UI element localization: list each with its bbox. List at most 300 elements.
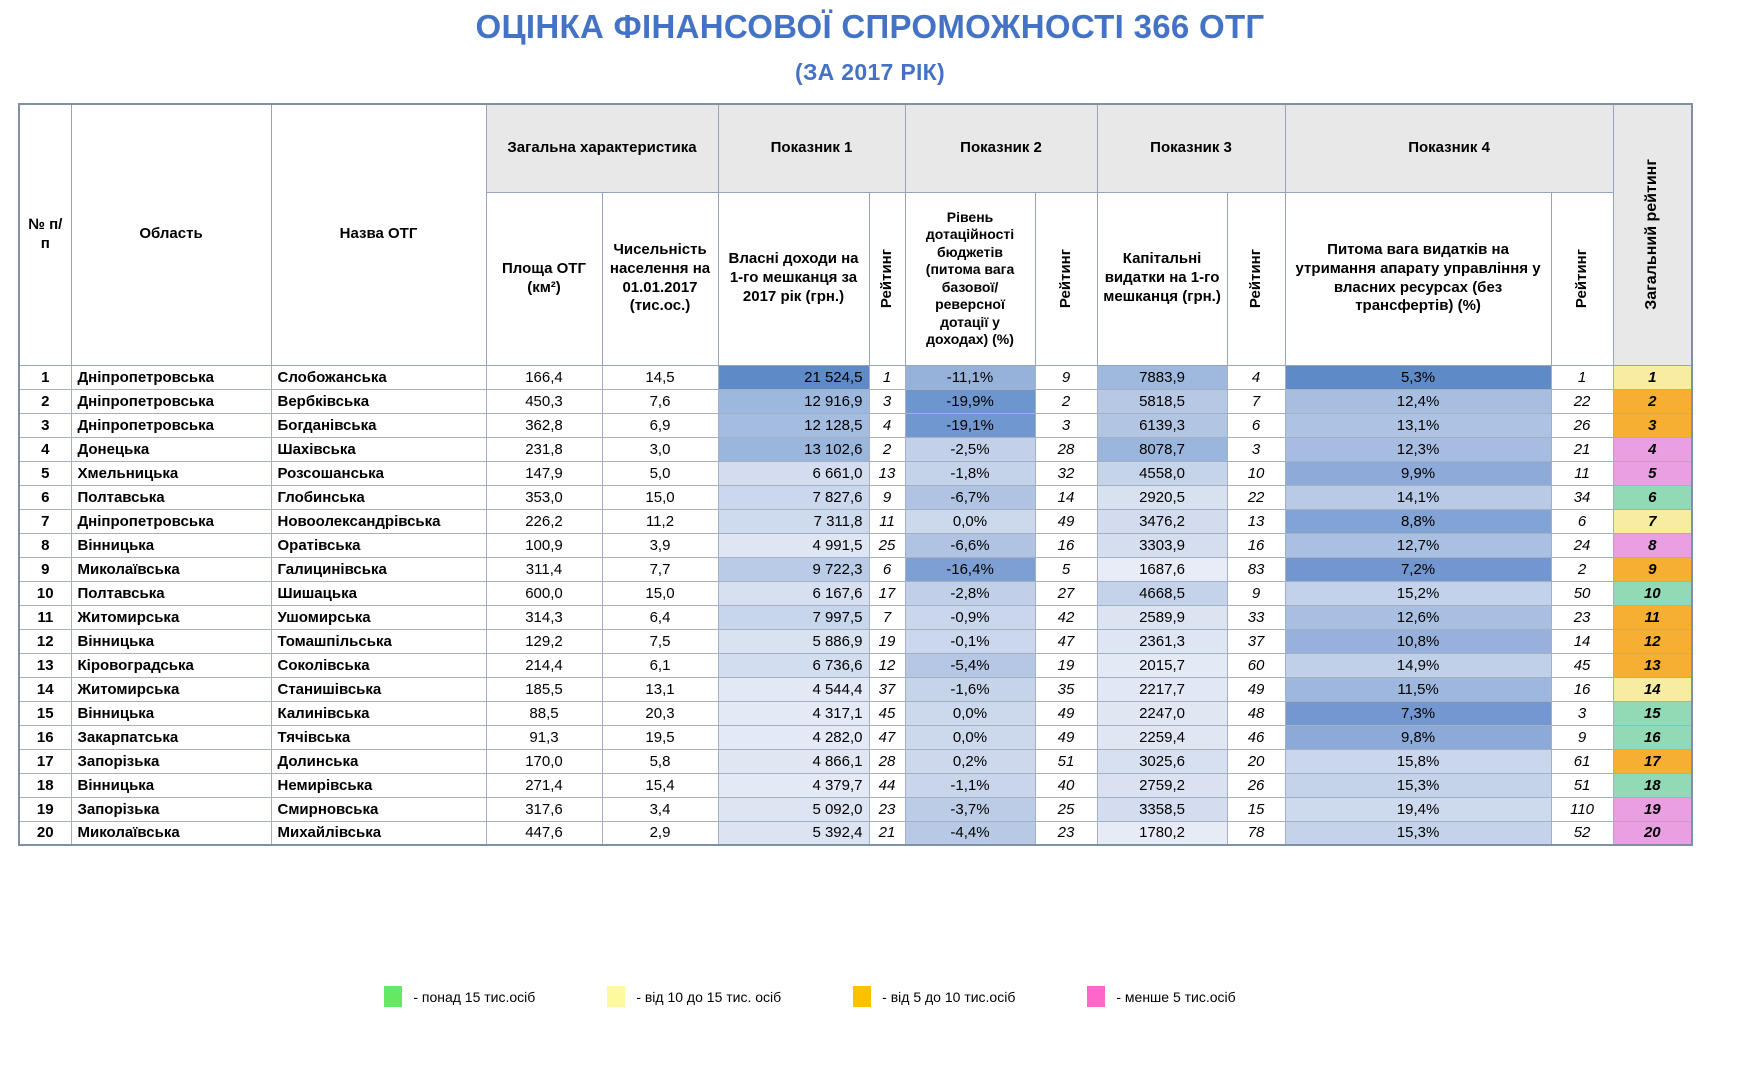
cell-rating-3: 16 — [1227, 533, 1285, 557]
cell-dotation: -0,9% — [905, 605, 1035, 629]
cell-dotation: 0,0% — [905, 725, 1035, 749]
cell-otg-name: Ушомирська — [271, 605, 486, 629]
cell-otg-name: Станишівська — [271, 677, 486, 701]
table-row — [19, 653, 1692, 677]
legend-item — [384, 986, 535, 1007]
cell-area: 447,6 — [486, 821, 602, 845]
cell-population: 6,9 — [602, 413, 718, 437]
cell-rating-3: 37 — [1227, 629, 1285, 653]
group-header-row — [19, 104, 1692, 192]
cell-otg-name: Глобинська — [271, 485, 486, 509]
table-row — [19, 365, 1692, 389]
cell-area: 271,4 — [486, 773, 602, 797]
legend-color-swatch — [384, 986, 402, 1007]
cell-num: 12 — [19, 629, 71, 653]
cell-population: 14,5 — [602, 365, 718, 389]
cell-rating-2: 47 — [1035, 629, 1097, 653]
cell-area: 353,0 — [486, 485, 602, 509]
cell-rating-3: 3 — [1227, 437, 1285, 461]
table-row — [19, 773, 1692, 797]
cell-rating-2: 2 — [1035, 389, 1097, 413]
cell-rating-2: 51 — [1035, 749, 1097, 773]
cell-dotation: -16,4% — [905, 557, 1035, 581]
cell-area: 600,0 — [486, 581, 602, 605]
cell-otg-name: Галицинівська — [271, 557, 486, 581]
cell-rating-1: 17 — [869, 581, 905, 605]
cell-oblast: Полтавська — [71, 485, 271, 509]
cell-rating-2: 3 — [1035, 413, 1097, 437]
cell-dotation: -2,8% — [905, 581, 1035, 605]
cell-dotation: -1,1% — [905, 773, 1035, 797]
cell-oblast: Вінницька — [71, 533, 271, 557]
cell-rating-4: 21 — [1551, 437, 1613, 461]
cell-population: 5,0 — [602, 461, 718, 485]
cell-oblast: Закарпатська — [71, 725, 271, 749]
cell-own-income: 5 092,0 — [718, 797, 869, 821]
cell-rating-3: 15 — [1227, 797, 1285, 821]
cell-rating-1: 7 — [869, 605, 905, 629]
cell-total-rank: 16 — [1613, 725, 1692, 749]
cell-own-income: 6 167,6 — [718, 581, 869, 605]
group-header-indicator-2: Показник 2 — [905, 104, 1097, 192]
cell-rating-3: 60 — [1227, 653, 1285, 677]
cell-population: 15,0 — [602, 581, 718, 605]
cell-rating-2: 16 — [1035, 533, 1097, 557]
cell-capital: 1687,6 — [1097, 557, 1227, 581]
cell-rating-2: 27 — [1035, 581, 1097, 605]
cell-population: 15,0 — [602, 485, 718, 509]
cell-oblast: Вінницька — [71, 701, 271, 725]
cell-rating-4: 45 — [1551, 653, 1613, 677]
cell-oblast: Дніпропетровська — [71, 413, 271, 437]
cell-rating-1: 45 — [869, 701, 905, 725]
cell-apparatus: 12,3% — [1285, 437, 1551, 461]
cell-num: 9 — [19, 557, 71, 581]
cell-area: 170,0 — [486, 749, 602, 773]
cell-oblast: Житомирська — [71, 605, 271, 629]
legend — [0, 986, 1680, 1007]
cell-oblast: Полтавська — [71, 581, 271, 605]
cell-apparatus: 12,6% — [1285, 605, 1551, 629]
legend-color-swatch — [607, 986, 625, 1007]
cell-area: 129,2 — [486, 629, 602, 653]
cell-rating-4: 16 — [1551, 677, 1613, 701]
cell-area: 147,9 — [486, 461, 602, 485]
cell-rating-1: 25 — [869, 533, 905, 557]
table-row — [19, 605, 1692, 629]
group-header-general: Загальна характеристика — [486, 104, 718, 192]
cell-area: 362,8 — [486, 413, 602, 437]
cell-apparatus: 11,5% — [1285, 677, 1551, 701]
legend-label: - від 5 до 10 тис.осіб — [882, 988, 1016, 1005]
cell-otg-name: Оратівська — [271, 533, 486, 557]
table-row — [19, 797, 1692, 821]
cell-apparatus: 15,3% — [1285, 773, 1551, 797]
cell-capital: 2920,5 — [1097, 485, 1227, 509]
col-header-population: Чисельність населення на 01.01.2017 (тис.ос.) — [602, 192, 718, 365]
col-header-rating-1 — [869, 192, 905, 365]
cell-total-rank: 9 — [1613, 557, 1692, 581]
cell-dotation: -19,9% — [905, 389, 1035, 413]
cell-capital: 3303,9 — [1097, 533, 1227, 557]
cell-population: 19,5 — [602, 725, 718, 749]
cell-num: 18 — [19, 773, 71, 797]
cell-rating-1: 3 — [869, 389, 905, 413]
cell-capital: 2259,4 — [1097, 725, 1227, 749]
group-header-indicator-3: Показник 3 — [1097, 104, 1285, 192]
cell-rating-4: 22 — [1551, 389, 1613, 413]
cell-num: 13 — [19, 653, 71, 677]
cell-rating-3: 10 — [1227, 461, 1285, 485]
cell-total-rank: 6 — [1613, 485, 1692, 509]
cell-oblast: Вінницька — [71, 629, 271, 653]
legend-color-swatch — [1087, 986, 1105, 1007]
cell-rating-1: 11 — [869, 509, 905, 533]
cell-area: 226,2 — [486, 509, 602, 533]
cell-otg-name: Соколівська — [271, 653, 486, 677]
cell-rating-4: 110 — [1551, 797, 1613, 821]
table-row — [19, 821, 1692, 845]
cell-dotation: -5,4% — [905, 653, 1035, 677]
col-header-oblast: Область — [71, 104, 271, 365]
col-header-rating-3 — [1227, 192, 1285, 365]
cell-rating-2: 19 — [1035, 653, 1097, 677]
col-header-otg-name: Назва ОТГ — [271, 104, 486, 365]
cell-rating-4: 26 — [1551, 413, 1613, 437]
cell-rating-4: 1 — [1551, 365, 1613, 389]
cell-capital: 1780,2 — [1097, 821, 1227, 845]
cell-own-income: 5 886,9 — [718, 629, 869, 653]
cell-otg-name: Слобожанська — [271, 365, 486, 389]
page-title: ОЦІНКА ФІНАНСОВОЇ СПРОМОЖНОСТІ 366 ОТГ — [475, 8, 1265, 45]
cell-apparatus: 14,9% — [1285, 653, 1551, 677]
cell-total-rank: 2 — [1613, 389, 1692, 413]
cell-dotation: -4,4% — [905, 821, 1035, 845]
col-header-capital: Капітальні видатки на 1-го мешканця (грн.) — [1097, 192, 1227, 365]
cell-area: 185,5 — [486, 677, 602, 701]
cell-capital: 3358,5 — [1097, 797, 1227, 821]
cell-capital: 4668,5 — [1097, 581, 1227, 605]
table-body — [19, 365, 1692, 845]
cell-rating-1: 23 — [869, 797, 905, 821]
cell-rating-4: 14 — [1551, 629, 1613, 653]
cell-population: 7,6 — [602, 389, 718, 413]
cell-capital: 2589,9 — [1097, 605, 1227, 629]
cell-own-income: 6 661,0 — [718, 461, 869, 485]
cell-oblast: Запорізька — [71, 797, 271, 821]
cell-rating-4: 9 — [1551, 725, 1613, 749]
legend-item — [1087, 986, 1235, 1007]
cell-otg-name: Смирновська — [271, 797, 486, 821]
cell-rating-2: 28 — [1035, 437, 1097, 461]
cell-otg-name: Богданівська — [271, 413, 486, 437]
col-header-rating-2 — [1035, 192, 1097, 365]
cell-apparatus: 15,8% — [1285, 749, 1551, 773]
cell-num: 4 — [19, 437, 71, 461]
cell-oblast: Миколаївська — [71, 821, 271, 845]
table-row — [19, 413, 1692, 437]
legend-label: - понад 15 тис.осіб — [413, 988, 536, 1005]
table-row — [19, 701, 1692, 725]
cell-num: 3 — [19, 413, 71, 437]
col-header-rating-4 — [1551, 192, 1613, 365]
rating-label-1: Рейтинг — [877, 248, 895, 309]
cell-capital: 2217,7 — [1097, 677, 1227, 701]
cell-total-rank: 15 — [1613, 701, 1692, 725]
col-header-total-rating — [1613, 104, 1692, 365]
cell-own-income: 12 916,9 — [718, 389, 869, 413]
cell-rating-2: 49 — [1035, 701, 1097, 725]
cell-dotation: 0,0% — [905, 701, 1035, 725]
cell-population: 20,3 — [602, 701, 718, 725]
cell-own-income: 13 102,6 — [718, 437, 869, 461]
cell-num: 15 — [19, 701, 71, 725]
cell-rating-1: 13 — [869, 461, 905, 485]
cell-rating-4: 52 — [1551, 821, 1613, 845]
cell-rating-1: 6 — [869, 557, 905, 581]
cell-own-income: 4 991,5 — [718, 533, 869, 557]
table-row — [19, 629, 1692, 653]
cell-dotation: -0,1% — [905, 629, 1035, 653]
col-header-dotation: Рівень дотаційності бюджетів (питома вага базової/ реверсної дотації у доходах) (%) — [905, 192, 1035, 365]
cell-own-income: 6 736,6 — [718, 653, 869, 677]
cell-total-rank: 7 — [1613, 509, 1692, 533]
cell-dotation: -1,6% — [905, 677, 1035, 701]
cell-otg-name: Томашпільська — [271, 629, 486, 653]
cell-otg-name: Вербківська — [271, 389, 486, 413]
col-header-area: Площа ОТГ (км²) — [486, 192, 602, 365]
cell-area: 450,3 — [486, 389, 602, 413]
table-row — [19, 749, 1692, 773]
cell-population: 6,1 — [602, 653, 718, 677]
cell-rating-1: 2 — [869, 437, 905, 461]
cell-capital: 2247,0 — [1097, 701, 1227, 725]
cell-otg-name: Калинівська — [271, 701, 486, 725]
cell-otg-name: Шишацька — [271, 581, 486, 605]
cell-num: 2 — [19, 389, 71, 413]
cell-rating-3: 7 — [1227, 389, 1285, 413]
cell-population: 15,4 — [602, 773, 718, 797]
cell-rating-2: 49 — [1035, 509, 1097, 533]
cell-population: 11,2 — [602, 509, 718, 533]
cell-total-rank: 4 — [1613, 437, 1692, 461]
cell-dotation: -1,8% — [905, 461, 1035, 485]
cell-otg-name: Михайлівська — [271, 821, 486, 845]
cell-apparatus: 14,1% — [1285, 485, 1551, 509]
cell-num: 7 — [19, 509, 71, 533]
cell-rating-1: 12 — [869, 653, 905, 677]
col-header-apparatus: Питома вага видатків на утримання апарату управління у власних ресурсах (без трансфертів) (%) — [1285, 192, 1551, 365]
cell-apparatus: 12,7% — [1285, 533, 1551, 557]
cell-rating-4: 3 — [1551, 701, 1613, 725]
cell-rating-2: 35 — [1035, 677, 1097, 701]
cell-rating-4: 6 — [1551, 509, 1613, 533]
cell-apparatus: 5,3% — [1285, 365, 1551, 389]
cell-total-rank: 13 — [1613, 653, 1692, 677]
legend-item — [607, 986, 781, 1007]
cell-num: 6 — [19, 485, 71, 509]
cell-oblast: Дніпропетровська — [71, 509, 271, 533]
cell-oblast: Дніпропетровська — [71, 389, 271, 413]
cell-rating-1: 4 — [869, 413, 905, 437]
cell-rating-1: 19 — [869, 629, 905, 653]
table-row — [19, 557, 1692, 581]
cell-apparatus: 19,4% — [1285, 797, 1551, 821]
cell-num: 1 — [19, 365, 71, 389]
cell-otg-name: Немирівська — [271, 773, 486, 797]
cell-otg-name: Тячівська — [271, 725, 486, 749]
cell-total-rank: 20 — [1613, 821, 1692, 845]
cell-capital: 7883,9 — [1097, 365, 1227, 389]
cell-oblast: Хмельницька — [71, 461, 271, 485]
cell-rating-3: 13 — [1227, 509, 1285, 533]
cell-rating-3: 83 — [1227, 557, 1285, 581]
cell-total-rank: 17 — [1613, 749, 1692, 773]
cell-oblast: Житомирська — [71, 677, 271, 701]
cell-rating-1: 28 — [869, 749, 905, 773]
table-row — [19, 725, 1692, 749]
cell-apparatus: 15,2% — [1285, 581, 1551, 605]
col-header-num: № п/п — [19, 104, 71, 365]
cell-rating-1: 9 — [869, 485, 905, 509]
table-row — [19, 485, 1692, 509]
cell-area: 91,3 — [486, 725, 602, 749]
cell-area: 311,4 — [486, 557, 602, 581]
total-rating-label: Загальний рейтинг — [1643, 159, 1661, 311]
cell-area: 214,4 — [486, 653, 602, 677]
cell-population: 7,5 — [602, 629, 718, 653]
cell-capital: 3476,2 — [1097, 509, 1227, 533]
cell-rating-4: 50 — [1551, 581, 1613, 605]
cell-oblast: Дніпропетровська — [71, 365, 271, 389]
cell-rating-4: 51 — [1551, 773, 1613, 797]
cell-total-rank: 1 — [1613, 365, 1692, 389]
cell-dotation: -6,6% — [905, 533, 1035, 557]
cell-apparatus: 15,3% — [1285, 821, 1551, 845]
cell-otg-name: Долинська — [271, 749, 486, 773]
rating-label-2: Рейтинг — [1056, 248, 1074, 309]
cell-own-income: 9 722,3 — [718, 557, 869, 581]
cell-dotation: -11,1% — [905, 365, 1035, 389]
cell-rating-4: 24 — [1551, 533, 1613, 557]
cell-population: 13,1 — [602, 677, 718, 701]
cell-num: 5 — [19, 461, 71, 485]
cell-own-income: 4 866,1 — [718, 749, 869, 773]
table-row — [19, 389, 1692, 413]
cell-rating-1: 21 — [869, 821, 905, 845]
cell-rating-3: 22 — [1227, 485, 1285, 509]
cell-population: 3,0 — [602, 437, 718, 461]
cell-dotation: -19,1% — [905, 413, 1035, 437]
cell-rating-3: 26 — [1227, 773, 1285, 797]
cell-total-rank: 18 — [1613, 773, 1692, 797]
cell-rating-3: 49 — [1227, 677, 1285, 701]
cell-area: 231,8 — [486, 437, 602, 461]
cell-rating-3: 48 — [1227, 701, 1285, 725]
cell-capital: 2015,7 — [1097, 653, 1227, 677]
cell-apparatus: 9,8% — [1285, 725, 1551, 749]
cell-apparatus: 7,2% — [1285, 557, 1551, 581]
cell-capital: 3025,6 — [1097, 749, 1227, 773]
legend-label: - від 10 до 15 тис. осіб — [636, 988, 782, 1005]
group-header-indicator-4: Показник 4 — [1285, 104, 1613, 192]
cell-rating-3: 78 — [1227, 821, 1285, 845]
cell-rating-4: 23 — [1551, 605, 1613, 629]
cell-own-income: 7 311,8 — [718, 509, 869, 533]
cell-rating-2: 42 — [1035, 605, 1097, 629]
cell-num: 16 — [19, 725, 71, 749]
cell-oblast: Запорізька — [71, 749, 271, 773]
cell-own-income: 4 379,7 — [718, 773, 869, 797]
cell-num: 14 — [19, 677, 71, 701]
cell-population: 5,8 — [602, 749, 718, 773]
cell-own-income: 5 392,4 — [718, 821, 869, 845]
cell-oblast: Донецька — [71, 437, 271, 461]
cell-total-rank: 3 — [1613, 413, 1692, 437]
rating-label-4: Рейтинг — [1572, 248, 1590, 309]
cell-rating-1: 1 — [869, 365, 905, 389]
cell-rating-2: 49 — [1035, 725, 1097, 749]
cell-oblast: Вінницька — [71, 773, 271, 797]
cell-population: 3,4 — [602, 797, 718, 821]
cell-rating-3: 6 — [1227, 413, 1285, 437]
cell-apparatus: 8,8% — [1285, 509, 1551, 533]
cell-population: 6,4 — [602, 605, 718, 629]
otg-rating-table — [18, 103, 1693, 846]
table-row — [19, 581, 1692, 605]
cell-dotation: -3,7% — [905, 797, 1035, 821]
cell-own-income: 21 524,5 — [718, 365, 869, 389]
cell-population: 7,7 — [602, 557, 718, 581]
table-row — [19, 437, 1692, 461]
cell-rating-4: 61 — [1551, 749, 1613, 773]
cell-otg-name: Новоолександрівська — [271, 509, 486, 533]
cell-oblast: Кіровоградська — [71, 653, 271, 677]
cell-rating-3: 46 — [1227, 725, 1285, 749]
col-header-own-income: Власні доходи на 1-го мешканця за 2017 рік (грн.) — [718, 192, 869, 365]
cell-num: 10 — [19, 581, 71, 605]
legend-item — [853, 986, 1015, 1007]
cell-num: 11 — [19, 605, 71, 629]
cell-total-rank: 5 — [1613, 461, 1692, 485]
cell-rating-1: 37 — [869, 677, 905, 701]
cell-own-income: 4 282,0 — [718, 725, 869, 749]
group-header-indicator-1: Показник 1 — [718, 104, 905, 192]
cell-area: 100,9 — [486, 533, 602, 557]
cell-own-income: 7 827,6 — [718, 485, 869, 509]
cell-rating-4: 34 — [1551, 485, 1613, 509]
cell-dotation: -2,5% — [905, 437, 1035, 461]
cell-rating-3: 4 — [1227, 365, 1285, 389]
legend-color-swatch — [853, 986, 871, 1007]
cell-own-income: 7 997,5 — [718, 605, 869, 629]
cell-rating-4: 2 — [1551, 557, 1613, 581]
cell-num: 8 — [19, 533, 71, 557]
table-row — [19, 677, 1692, 701]
cell-capital: 6139,3 — [1097, 413, 1227, 437]
cell-total-rank: 10 — [1613, 581, 1692, 605]
page-subtitle: (ЗА 2017 РІК) — [795, 59, 945, 85]
cell-rating-1: 44 — [869, 773, 905, 797]
cell-rating-2: 5 — [1035, 557, 1097, 581]
cell-otg-name: Розсошанська — [271, 461, 486, 485]
cell-rating-2: 25 — [1035, 797, 1097, 821]
cell-capital: 2759,2 — [1097, 773, 1227, 797]
cell-apparatus: 7,3% — [1285, 701, 1551, 725]
cell-area: 314,3 — [486, 605, 602, 629]
cell-capital: 2361,3 — [1097, 629, 1227, 653]
table-row — [19, 461, 1692, 485]
